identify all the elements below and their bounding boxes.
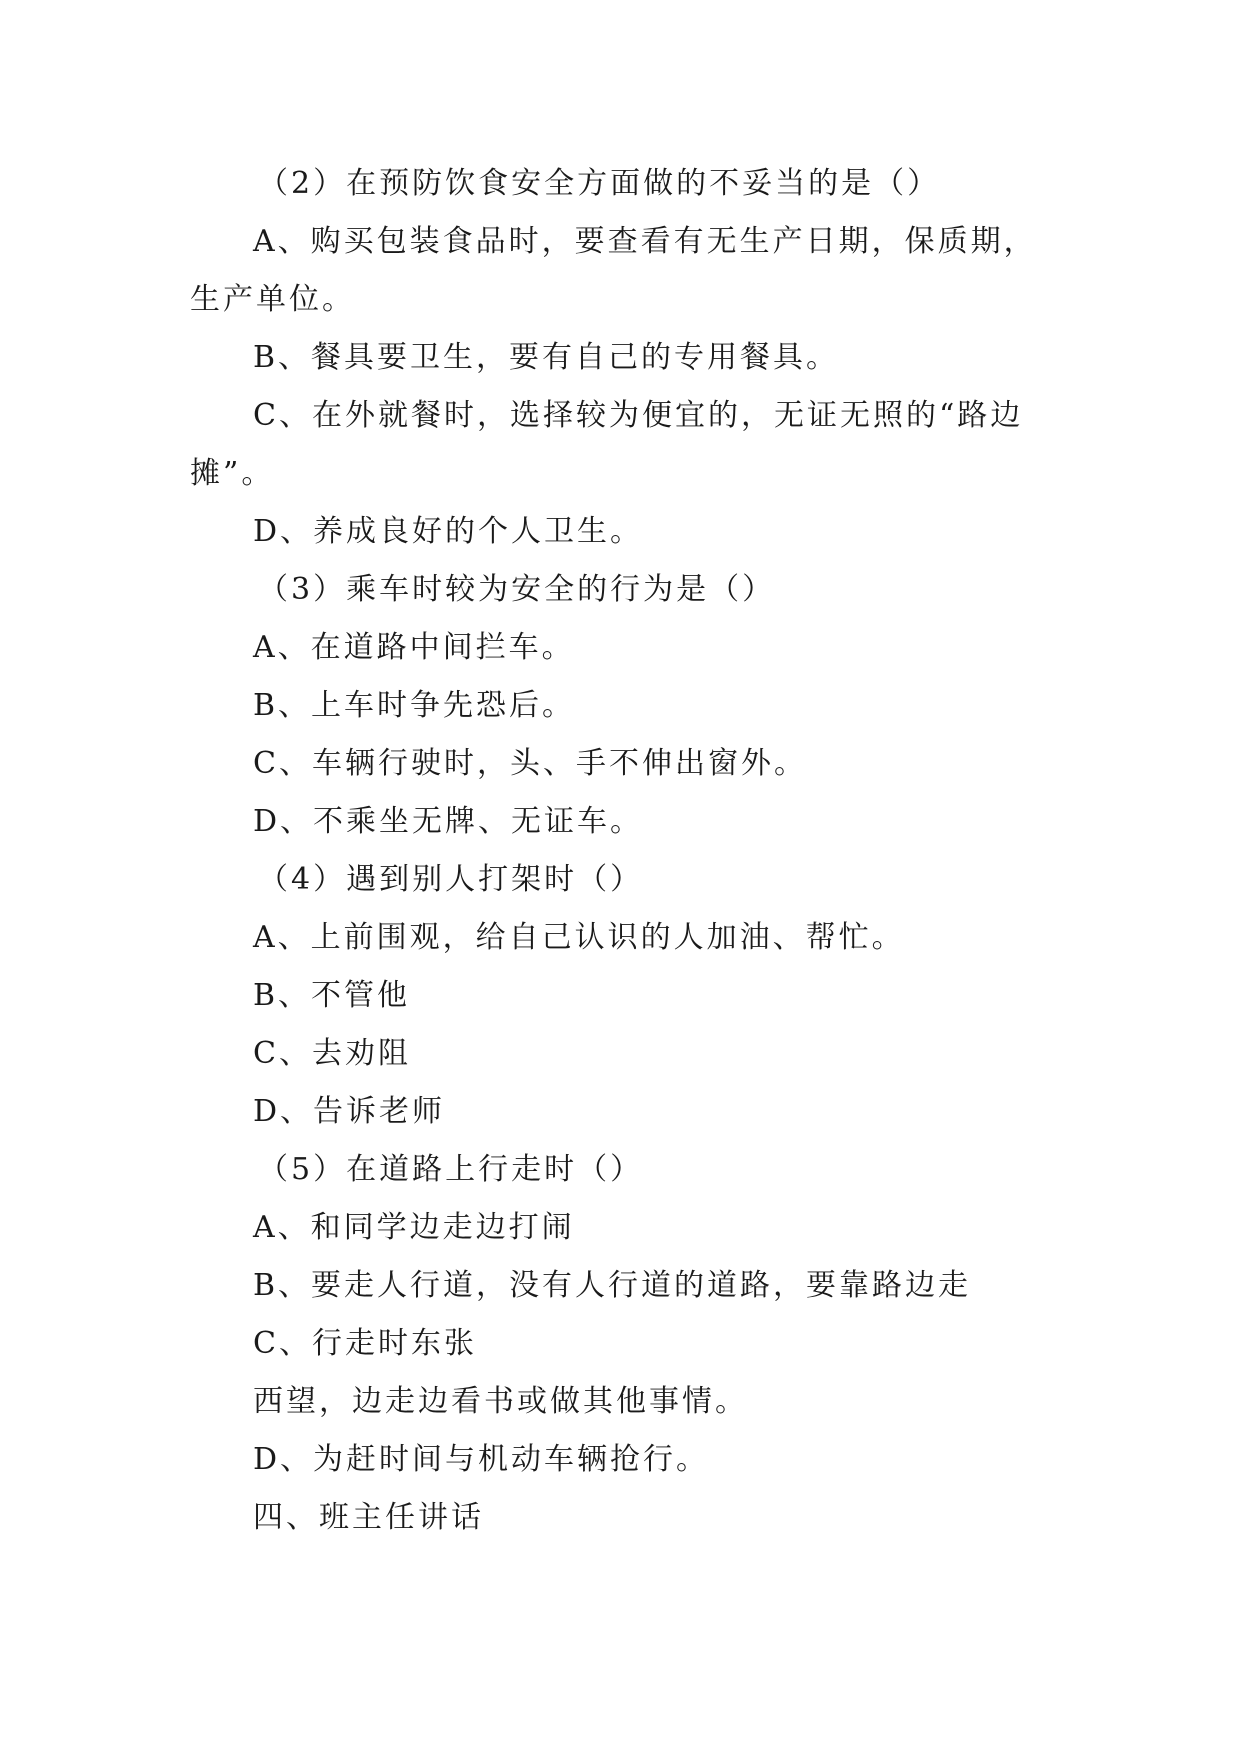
question-2-option-c-continuation: 摊”。: [190, 456, 275, 491]
question-5-option-c: C、行走时东张: [253, 1326, 477, 1361]
question-5-option-a: A、和同学边走边打闹: [253, 1210, 575, 1245]
question-2-option-a-continuation: 生产单位。: [190, 282, 355, 317]
question-2-option-b: B、餐具要卫生，要有自己的专用餐具。: [253, 340, 840, 375]
question-3-option-a: A、在道路中间拦车。: [253, 630, 575, 665]
question-2-option-c: C、在外就餐时，选择较为便宜的，无证无照的“路边: [253, 398, 1024, 433]
question-4-option-a: A、上前围观，给自己认识的人加油、帮忙。: [253, 920, 905, 955]
question-3-option-d: D、不乘坐无牌、无证车。: [253, 804, 644, 839]
question-4-option-c: C、去劝阻: [253, 1036, 411, 1071]
question-5-option-c-continuation: 西望，边走边看书或做其他事情。: [253, 1384, 748, 1419]
question-5-heading: （5）在道路上行走时（）: [258, 1152, 644, 1187]
question-5-option-b: B、要走人行道，没有人行道的道路，要靠路边走: [253, 1268, 972, 1303]
question-3-option-b: B、上车时争先恐后。: [253, 688, 576, 723]
question-3-heading: （3）乘车时较为安全的行为是（）: [258, 572, 776, 607]
question-2-option-a: A、购买包装食品时，要查看有无生产日期，保质期，: [253, 224, 1037, 259]
question-4-option-d: D、告诉老师: [253, 1094, 446, 1129]
question-3-option-c: C、车辆行驶时，头、手不伸出窗外。: [253, 746, 807, 781]
question-5-option-d: D、为赶时间与机动车辆抢行。: [253, 1442, 710, 1477]
section-heading-teacher-speech: 四、班主任讲话: [253, 1500, 484, 1535]
question-2-option-d: D、养成良好的个人卫生。: [253, 514, 644, 549]
question-4-heading: （4）遇到别人打架时（）: [258, 862, 644, 897]
question-4-option-b: B、不管他: [253, 978, 411, 1013]
question-2-heading: （2）在预防饮食安全方面做的不妥当的是（）: [258, 166, 941, 201]
